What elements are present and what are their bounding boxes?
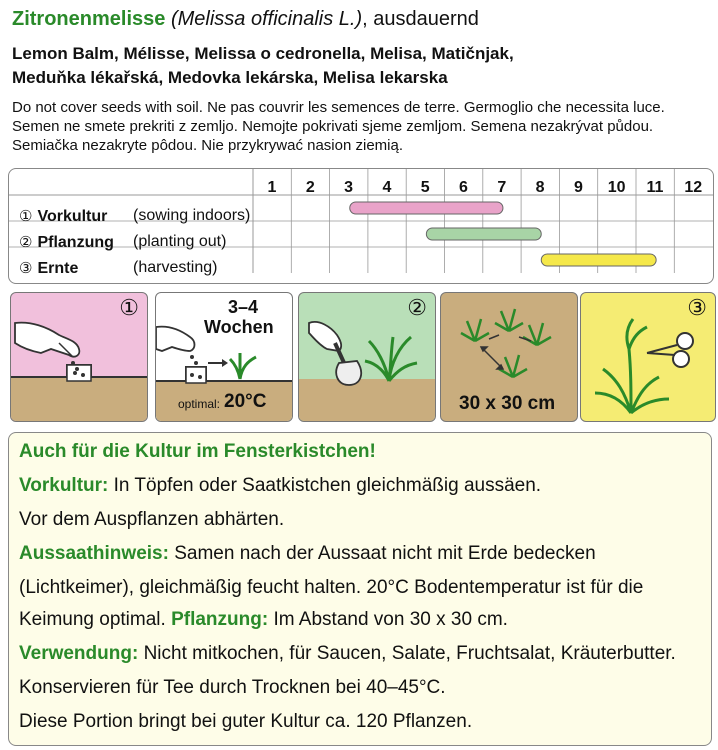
month-label: 3 (344, 179, 354, 196)
info-pflanzung (19, 609, 508, 631)
row-number-3: ③ (19, 260, 33, 277)
pflanzung-label: Pflanzung: (171, 609, 269, 630)
month-label: 4 (382, 179, 392, 196)
hint-line-1: Do not cover seeds with soil. Ne pas couvrir les semences de terre. Germoglio che necessita luce. (12, 99, 665, 116)
step-number-2: ② (407, 295, 427, 320)
growing-calendar (8, 168, 714, 284)
pflanzung-text: Im Abstand von 30 x 30 cm. (268, 609, 508, 630)
row-number-1: ① (19, 208, 33, 225)
month-label: 5 (420, 179, 430, 196)
cultivation-info (8, 432, 712, 746)
step-number-1: ① (119, 295, 139, 320)
row-number-2: ② (19, 234, 33, 251)
sowing-hint (12, 98, 665, 155)
calendar-bar-pflanzung (426, 228, 541, 240)
month-label: 11 (646, 179, 664, 196)
hint-line-2: Semen ne smete prekriti z zemljo. Nemojte pokrivati sjeme zemljom. Semena nezakrývat půdou. (12, 118, 654, 135)
row-english-vorkultur: (sowing indoors) (133, 207, 251, 224)
panel-spacing (440, 292, 578, 422)
info-line-9: Diese Portion bringt bei guter Kultur ca. 120 Pflanzen. (19, 711, 473, 732)
panel-sowing (10, 292, 148, 422)
title-suffix: , ausdauernd (362, 8, 479, 30)
product-title (12, 8, 479, 31)
spacing-label: 30 x 30 cm (459, 393, 556, 414)
month-label: 1 (267, 179, 277, 196)
calendar-row-pflanzung (19, 233, 227, 252)
vorkultur-label: Vorkultur: (19, 475, 109, 496)
hint-line-3: Semiačka nezakryte pôdou. Nie przykrywać nasion ziemią. (12, 137, 404, 154)
translated-names (12, 42, 514, 90)
row-label-pflanzung: Pflanzung (37, 234, 114, 251)
line6-text: Keimung optimal. (19, 609, 172, 630)
month-label: 6 (459, 179, 468, 196)
info-headline: Auch für die Kultur im Fensterkistchen! (19, 441, 376, 462)
panel-germination (155, 292, 293, 422)
panel-planting (298, 292, 436, 422)
row-english-pflanzung: (planting out) (133, 233, 227, 250)
month-label: 8 (535, 179, 545, 196)
info-line-8: Konservieren für Tee durch Trocknen bei 40–45°C. (19, 677, 446, 698)
info-line-3: Vor dem Auspflanzen abhärten. (19, 509, 285, 530)
month-label: 2 (305, 179, 315, 196)
info-line-5: (Lichtkeimer), gleichmäßig feucht halten. 20°C Bodentemperatur ist für die (19, 577, 644, 598)
panel-harvesting (580, 292, 716, 422)
verwendung-label: Verwendung: (19, 643, 139, 664)
names-line-2: Meduňka lékařská, Medovka lekárska, Melisa lekarska (12, 68, 448, 87)
title-latin: (Melissa officinalis L.) (170, 8, 363, 30)
aussaat-label: Aussaathinweis: (19, 543, 169, 564)
verwendung-text: Nicht mitkochen, für Saucen, Salate, Fruchtsalat, Kräuterbutter. (138, 643, 676, 664)
row-english-ernte: (harvesting) (133, 259, 218, 276)
month-label: 9 (573, 179, 583, 196)
title-german: Zitronenmelisse (12, 8, 166, 30)
vorkultur-text: In Töpfen oder Saatkistchen gleichmäßig aussäen. (108, 475, 542, 496)
month-label: 12 (684, 179, 703, 196)
month-label: 7 (497, 179, 507, 196)
info-verwendung (19, 643, 676, 665)
calendar-bar-vorkultur (350, 202, 503, 214)
calendar-row-ernte (19, 259, 218, 278)
calendar-bar-ernte (541, 254, 656, 266)
step-number-3: ③ (687, 295, 707, 320)
germination-weeks: 3–4 (228, 297, 259, 317)
optimal-temperature: 20°C (224, 391, 267, 412)
info-vorkultur (19, 475, 541, 497)
calendar-row-vorkultur (19, 207, 251, 226)
row-label-vorkultur: Vorkultur (37, 208, 108, 225)
optimal-label: optimal: (178, 397, 221, 411)
aussaat-text: Samen nach der Aussaat nicht mit Erde bedecken (168, 543, 596, 564)
info-aussaat (19, 543, 596, 565)
month-label: 10 (607, 179, 626, 196)
row-label-ernte: Ernte (37, 260, 79, 277)
germination-unit: Wochen (204, 317, 274, 337)
names-line-1: Lemon Balm, Mélisse, Melissa o cedronella, Melisa, Matičnjak, (12, 44, 514, 63)
